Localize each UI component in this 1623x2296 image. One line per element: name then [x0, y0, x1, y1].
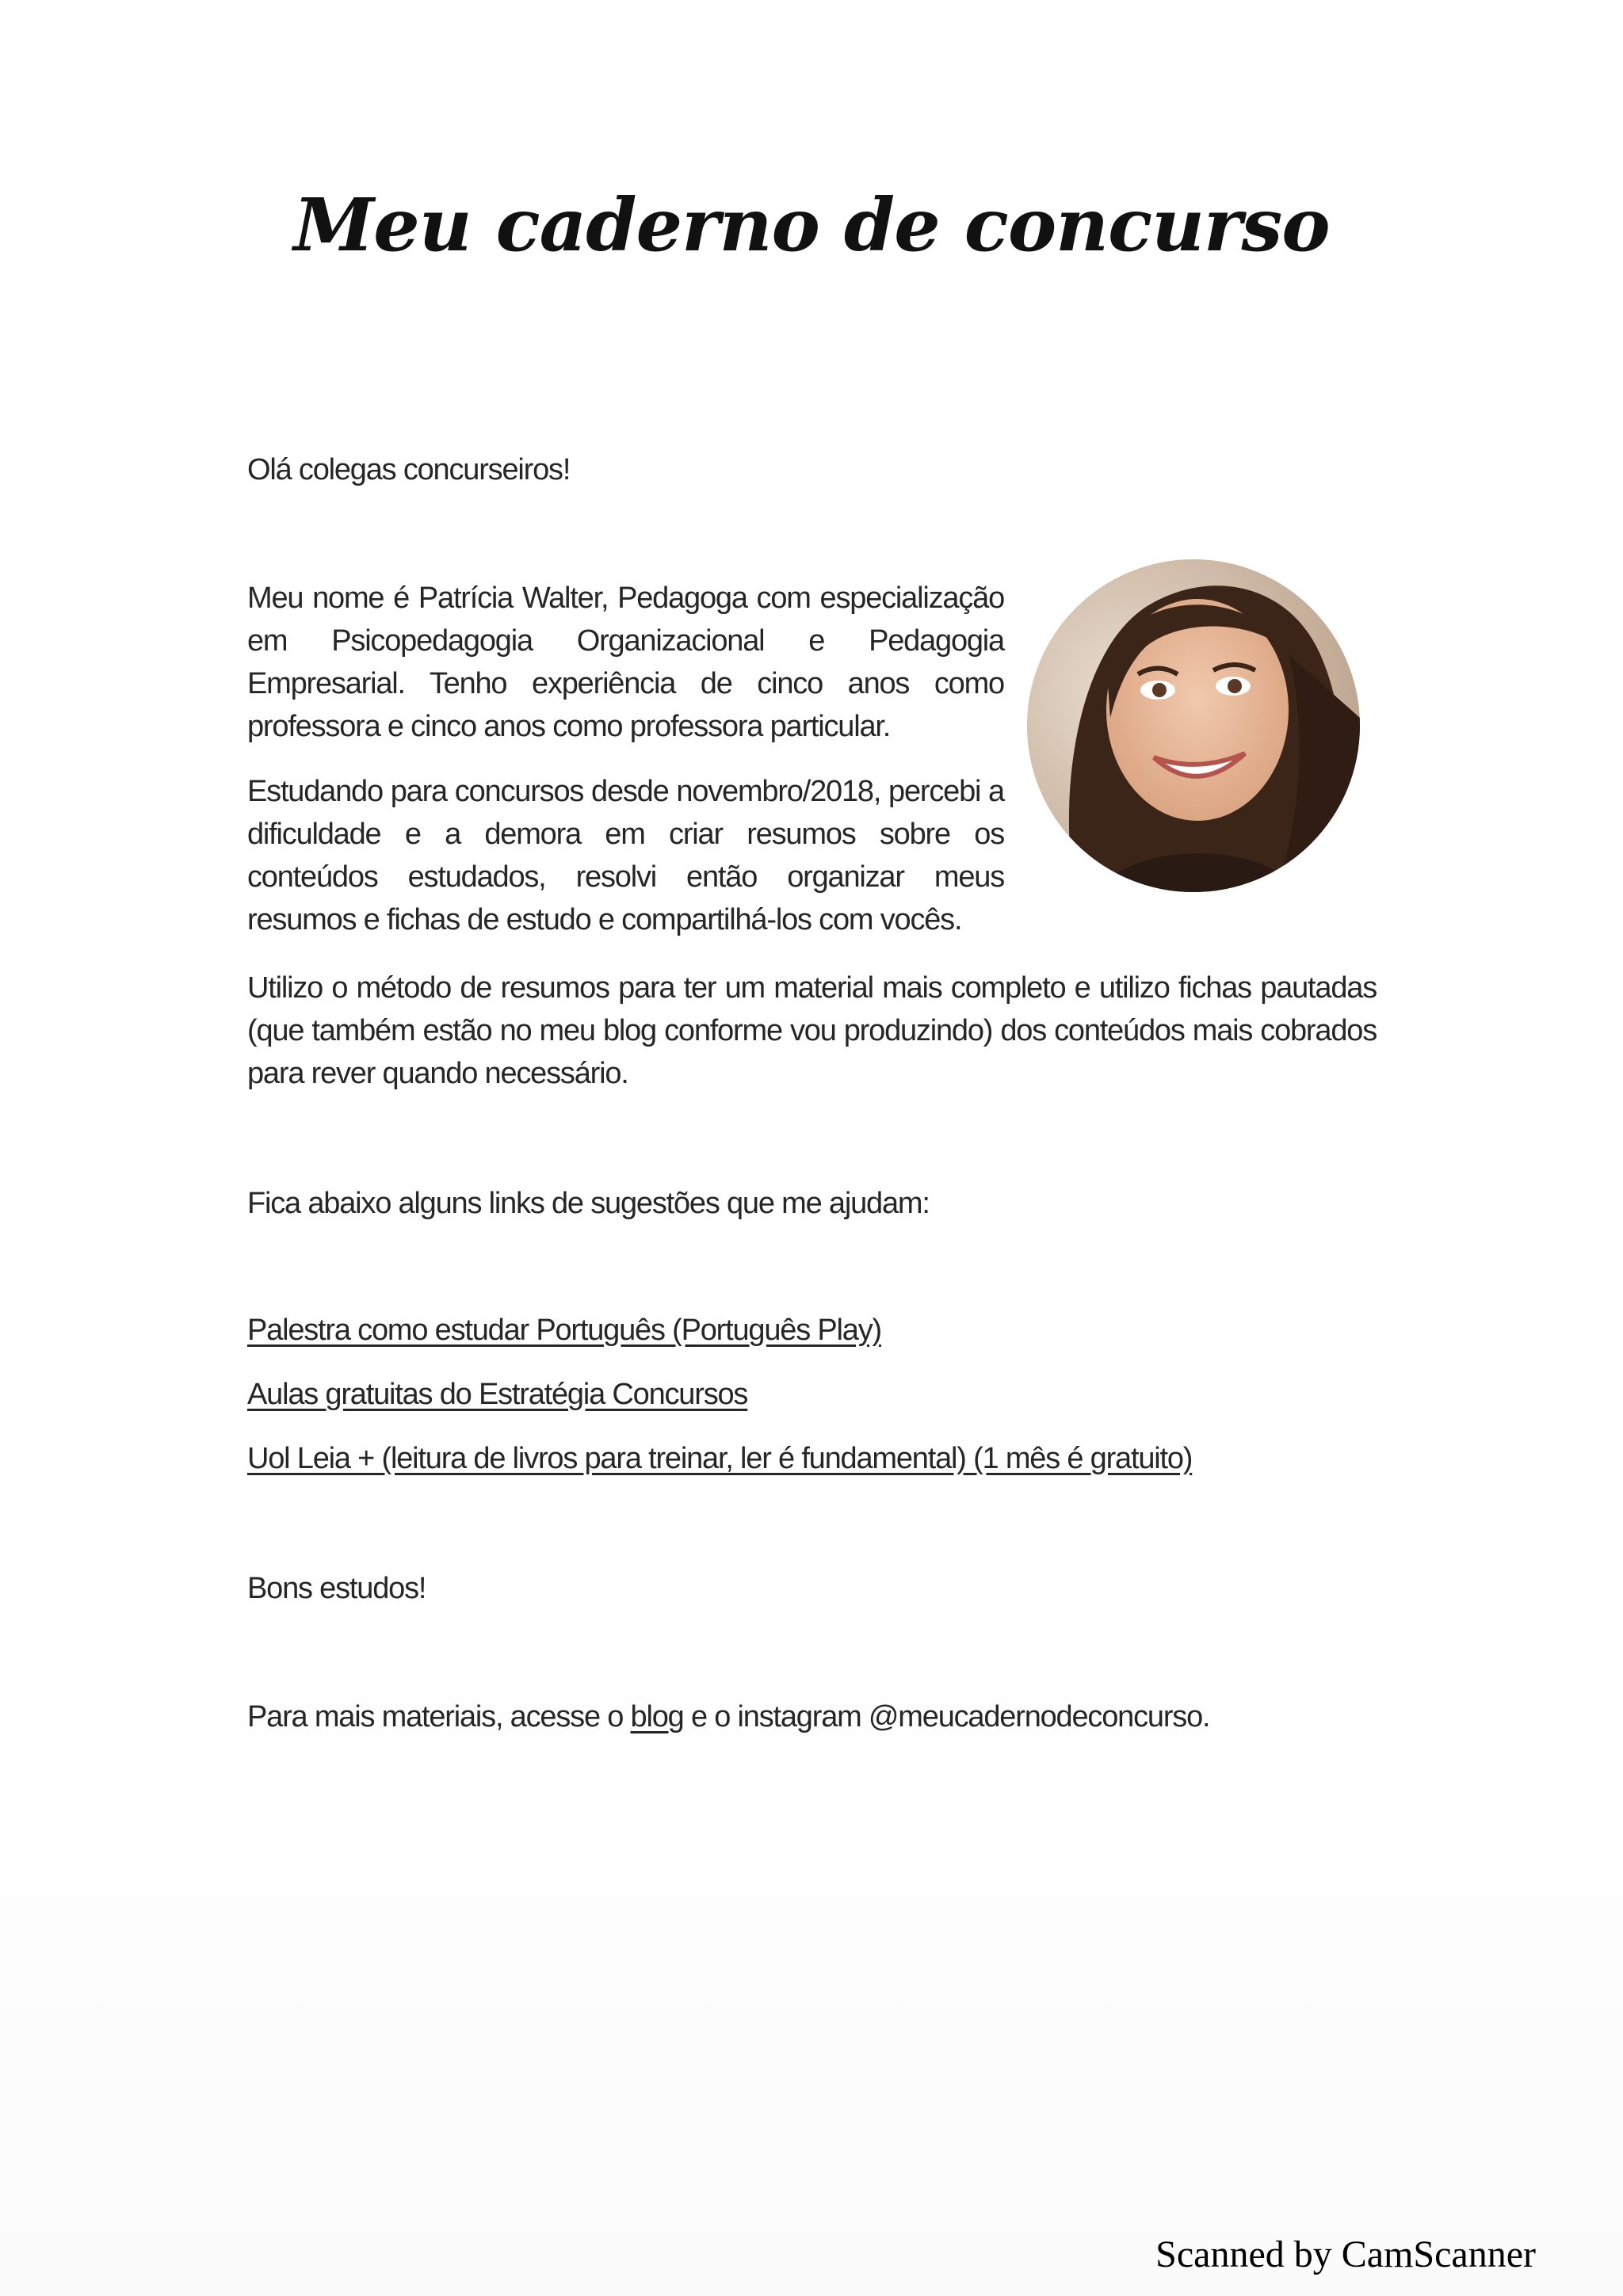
more-prefix: Para mais materiais, acesse o	[247, 1700, 631, 1733]
more-suffix: e o instagram @meucadernodeconcurso.	[683, 1700, 1210, 1733]
link-uol-leia[interactable]: Uol Leia + (leitura de livros para treinar, ler é fundamental) (1 mês é gratuito)	[247, 1442, 1193, 1475]
intro-paragraph-1: Meu nome é Patrícia Walter, Pedagoga com especialização em Psicopedagogia Organizacional e Pedagogia Empresarial. Tenho experiência de cinco anos como professora e cinco anos como professora particular.	[247, 582, 1004, 743]
blog-link[interactable]: blog	[630, 1700, 684, 1733]
author-photo	[1027, 559, 1360, 892]
suggested-links-list	[247, 1309, 1192, 1501]
more-materials-line	[247, 1695, 1209, 1738]
scanner-watermark: Scanned by CamScanner	[1155, 2233, 1536, 2275]
intro-paragraph-2: Estudando para concursos desde novembro/2018, percebi a dificuldade e a demora em criar resumos sobre os conteúdos estudados, resolvi então organizar meus resumos e fichas de estudo e compartilhá-los com vocês.	[247, 775, 1004, 936]
method-paragraph: Utilizo o método de resumos para ter um material mais completo e utilizo fichas pautadas (que também estão no meu blog conforme vou produzindo) dos conteúdos mais cobrados para rever quando necessário.	[247, 971, 1377, 1090]
link-portugues-play[interactable]: Palestra como estudar Português (Português Play)	[247, 1314, 881, 1347]
links-intro-text: Fica abaixo alguns links de sugestões que me ajudam:	[247, 1187, 930, 1220]
link-estrategia-concursos[interactable]: Aulas gratuitas do Estratégia Concursos	[247, 1378, 748, 1411]
intro-block	[247, 577, 1004, 963]
page-title: Meu caderno de concurso	[293, 182, 1330, 268]
greeting-text: Olá colegas concurseiros!	[247, 453, 571, 486]
closing-text: Bons estudos!	[247, 1572, 426, 1605]
